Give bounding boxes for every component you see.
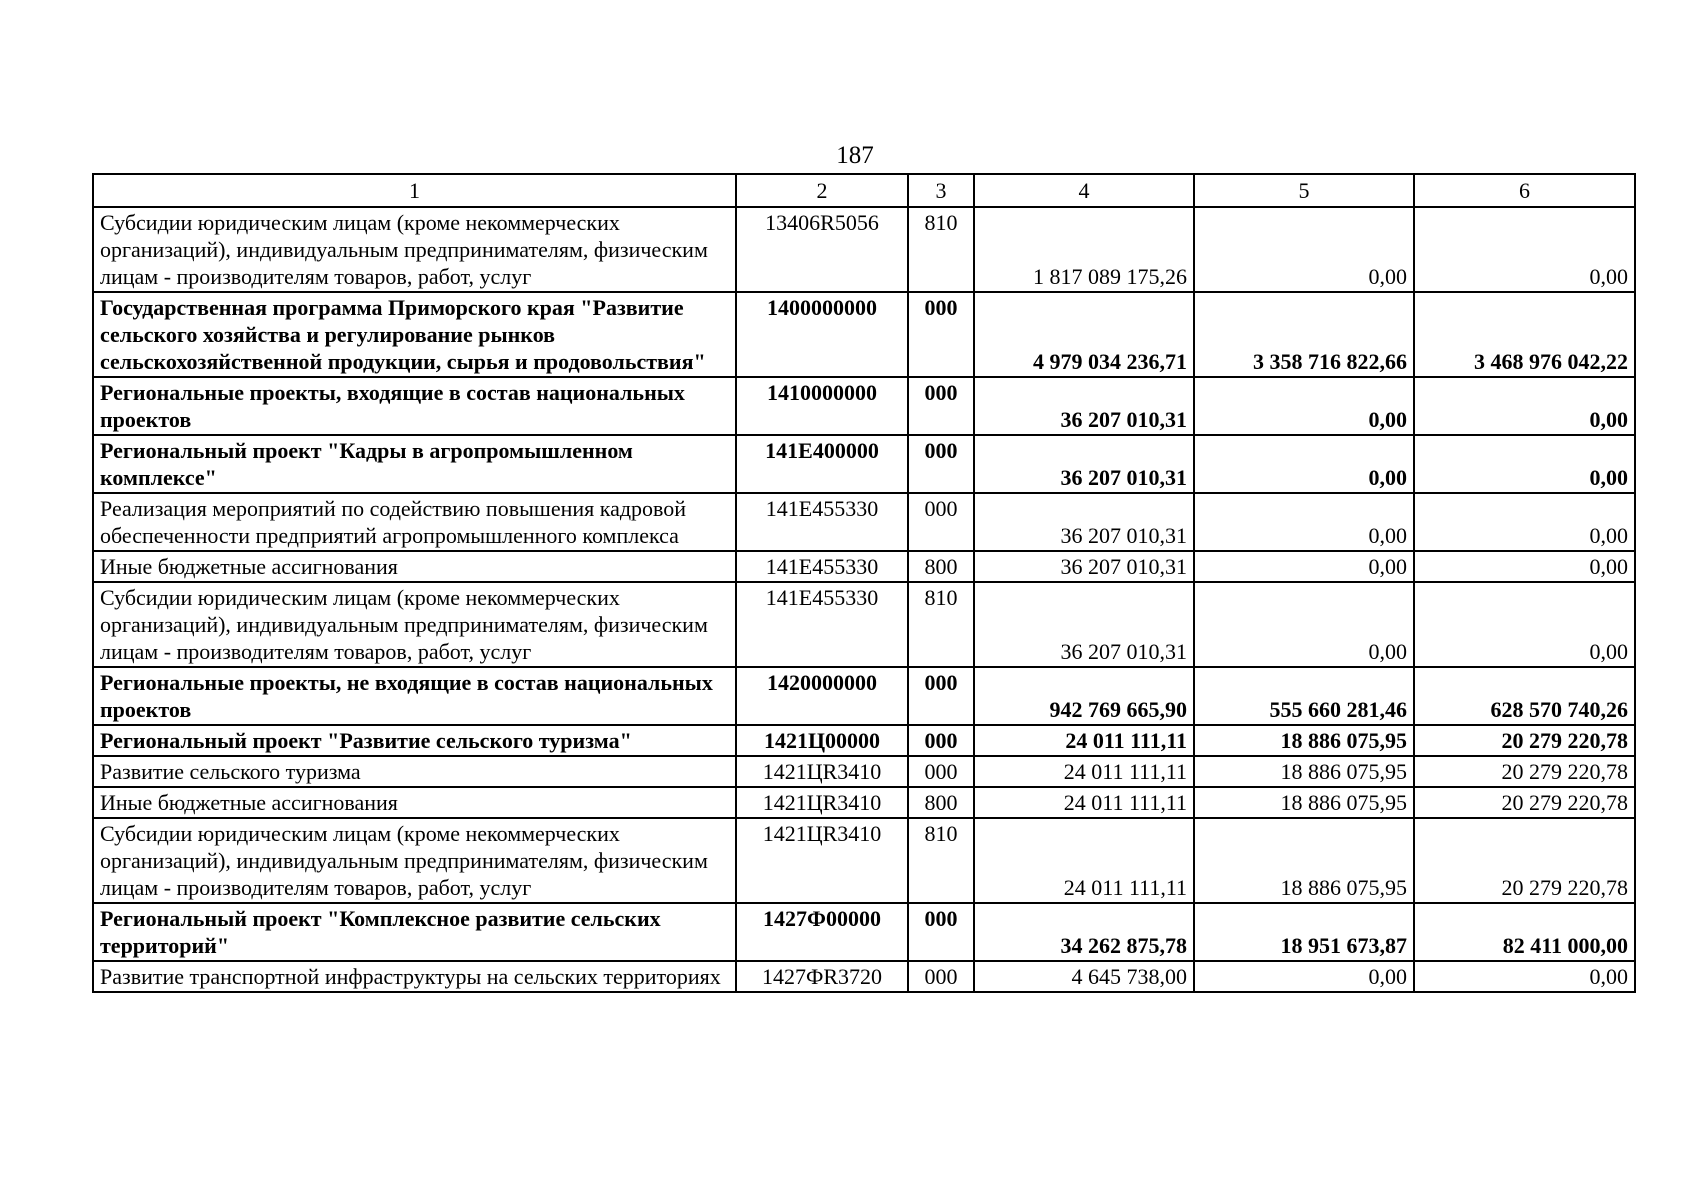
row-amount-2023: 20 279 220,78 bbox=[1414, 818, 1635, 903]
row-name: Развитие сельского туризма bbox=[93, 756, 736, 787]
row-amount-2023: 628 570 740,26 bbox=[1414, 667, 1635, 725]
row-amount-2021: 942 769 665,90 bbox=[974, 667, 1194, 725]
row-name: Государственная программа Приморского края "Развитие сельского хозяйства и регулирование рынков сельскохозяйственной продукции, сырья и продовольствия" bbox=[93, 292, 736, 377]
table-row bbox=[93, 756, 1635, 787]
row-amount-2021: 4 645 738,00 bbox=[974, 961, 1194, 992]
row-code: 1420000000 bbox=[736, 667, 908, 725]
row-amount-2022: 18 886 075,95 bbox=[1194, 818, 1414, 903]
table-row bbox=[93, 377, 1635, 435]
row-amount-2021: 24 011 111,11 bbox=[974, 818, 1194, 903]
row-amount-2022: 0,00 bbox=[1194, 551, 1414, 582]
row-name: Субсидии юридическим лицам (кроме некоммерческих организаций), индивидуальным предпринимателям, физическим лицам - производителям товаров, работ, услуг bbox=[93, 207, 736, 292]
row-type: 000 bbox=[908, 667, 974, 725]
row-amount-2022: 18 886 075,95 bbox=[1194, 756, 1414, 787]
row-code: 1410000000 bbox=[736, 377, 908, 435]
column-header: 1 bbox=[93, 174, 736, 207]
row-amount-2023: 20 279 220,78 bbox=[1414, 756, 1635, 787]
row-type: 800 bbox=[908, 787, 974, 818]
row-amount-2023: 0,00 bbox=[1414, 961, 1635, 992]
row-type: 000 bbox=[908, 725, 974, 756]
row-type: 810 bbox=[908, 582, 974, 667]
row-amount-2023: 0,00 bbox=[1414, 207, 1635, 292]
row-type: 000 bbox=[908, 756, 974, 787]
row-amount-2023: 82 411 000,00 bbox=[1414, 903, 1635, 961]
row-amount-2022: 0,00 bbox=[1194, 961, 1414, 992]
row-amount-2023: 0,00 bbox=[1414, 493, 1635, 551]
row-amount-2023: 20 279 220,78 bbox=[1414, 725, 1635, 756]
row-amount-2022: 18 951 673,87 bbox=[1194, 903, 1414, 961]
row-amount-2022: 0,00 bbox=[1194, 435, 1414, 493]
row-code: 141E400000 bbox=[736, 435, 908, 493]
column-header: 6 bbox=[1414, 174, 1635, 207]
row-amount-2021: 24 011 111,11 bbox=[974, 787, 1194, 818]
row-code: 1421ЦR3410 bbox=[736, 756, 908, 787]
row-code: 141E455330 bbox=[736, 582, 908, 667]
table-row bbox=[93, 435, 1635, 493]
row-amount-2022: 0,00 bbox=[1194, 207, 1414, 292]
row-type: 000 bbox=[908, 903, 974, 961]
row-name: Субсидии юридическим лицам (кроме некоммерческих организаций), индивидуальным предпринимателям, физическим лицам - производителям товаров, работ, услуг bbox=[93, 582, 736, 667]
row-amount-2023: 0,00 bbox=[1414, 582, 1635, 667]
column-header: 5 bbox=[1194, 174, 1414, 207]
row-amount-2021: 24 011 111,11 bbox=[974, 725, 1194, 756]
row-name: Иные бюджетные ассигнования bbox=[93, 787, 736, 818]
row-amount-2023: 3 468 976 042,22 bbox=[1414, 292, 1635, 377]
row-type: 000 bbox=[908, 377, 974, 435]
page-number: 187 bbox=[836, 142, 874, 169]
table-row bbox=[93, 582, 1635, 667]
row-type: 810 bbox=[908, 207, 974, 292]
row-amount-2023: 0,00 bbox=[1414, 435, 1635, 493]
budget-table bbox=[92, 173, 1636, 993]
row-code: 1427Ф00000 bbox=[736, 903, 908, 961]
table-header-row bbox=[93, 174, 1635, 207]
row-amount-2023: 0,00 bbox=[1414, 551, 1635, 582]
row-type: 810 bbox=[908, 818, 974, 903]
row-amount-2022: 3 358 716 822,66 bbox=[1194, 292, 1414, 377]
row-amount-2021: 34 262 875,78 bbox=[974, 903, 1194, 961]
row-type: 000 bbox=[908, 961, 974, 992]
column-header: 4 bbox=[974, 174, 1194, 207]
table-row bbox=[93, 551, 1635, 582]
table-row bbox=[93, 818, 1635, 903]
table-row bbox=[93, 961, 1635, 992]
row-code: 1421ЦR3410 bbox=[736, 787, 908, 818]
row-amount-2021: 36 207 010,31 bbox=[974, 377, 1194, 435]
row-name: Иные бюджетные ассигнования bbox=[93, 551, 736, 582]
row-name: Региональные проекты, входящие в состав национальных проектов bbox=[93, 377, 736, 435]
table-row bbox=[93, 493, 1635, 551]
row-amount-2022: 18 886 075,95 bbox=[1194, 787, 1414, 818]
row-code: 13406R5056 bbox=[736, 207, 908, 292]
row-code: 141E455330 bbox=[736, 493, 908, 551]
row-amount-2022: 555 660 281,46 bbox=[1194, 667, 1414, 725]
row-name: Реализация мероприятий по содействию повышения кадровой обеспеченности предприятий агропромышленного комплекса bbox=[93, 493, 736, 551]
table-row bbox=[93, 667, 1635, 725]
row-code: 1421Ц00000 bbox=[736, 725, 908, 756]
row-code: 1421ЦR3410 bbox=[736, 818, 908, 903]
row-name: Региональные проекты, не входящие в состав национальных проектов bbox=[93, 667, 736, 725]
row-amount-2023: 0,00 bbox=[1414, 377, 1635, 435]
row-amount-2021: 1 817 089 175,26 bbox=[974, 207, 1194, 292]
row-name: Развитие транспортной инфраструктуры на сельских территориях bbox=[93, 961, 736, 992]
row-type: 000 bbox=[908, 493, 974, 551]
column-header: 3 bbox=[908, 174, 974, 207]
row-amount-2021: 36 207 010,31 bbox=[974, 551, 1194, 582]
row-name: Региональный проект "Развитие сельского туризма" bbox=[93, 725, 736, 756]
row-type: 000 bbox=[908, 292, 974, 377]
row-code: 1427ФR3720 bbox=[736, 961, 908, 992]
row-name: Субсидии юридическим лицам (кроме некоммерческих организаций), индивидуальным предпринимателям, физическим лицам - производителям товаров, работ, услуг bbox=[93, 818, 736, 903]
row-type: 800 bbox=[908, 551, 974, 582]
row-name: Региональный проект "Комплексное развитие сельских территорий" bbox=[93, 903, 736, 961]
row-amount-2022: 18 886 075,95 bbox=[1194, 725, 1414, 756]
row-type: 000 bbox=[908, 435, 974, 493]
table-row bbox=[93, 292, 1635, 377]
row-code: 1400000000 bbox=[736, 292, 908, 377]
row-amount-2021: 36 207 010,31 bbox=[974, 493, 1194, 551]
row-amount-2023: 20 279 220,78 bbox=[1414, 787, 1635, 818]
row-name: Региональный проект "Кадры в агропромышленном комплексе" bbox=[93, 435, 736, 493]
table-row bbox=[93, 725, 1635, 756]
row-amount-2021: 36 207 010,31 bbox=[974, 582, 1194, 667]
row-amount-2021: 4 979 034 236,71 bbox=[974, 292, 1194, 377]
row-amount-2022: 0,00 bbox=[1194, 582, 1414, 667]
table-row bbox=[93, 207, 1635, 292]
row-amount-2022: 0,00 bbox=[1194, 493, 1414, 551]
row-amount-2021: 24 011 111,11 bbox=[974, 756, 1194, 787]
row-code: 141E455330 bbox=[736, 551, 908, 582]
column-header: 2 bbox=[736, 174, 908, 207]
row-amount-2021: 36 207 010,31 bbox=[974, 435, 1194, 493]
table-row bbox=[93, 787, 1635, 818]
row-amount-2022: 0,00 bbox=[1194, 377, 1414, 435]
table-row bbox=[93, 903, 1635, 961]
